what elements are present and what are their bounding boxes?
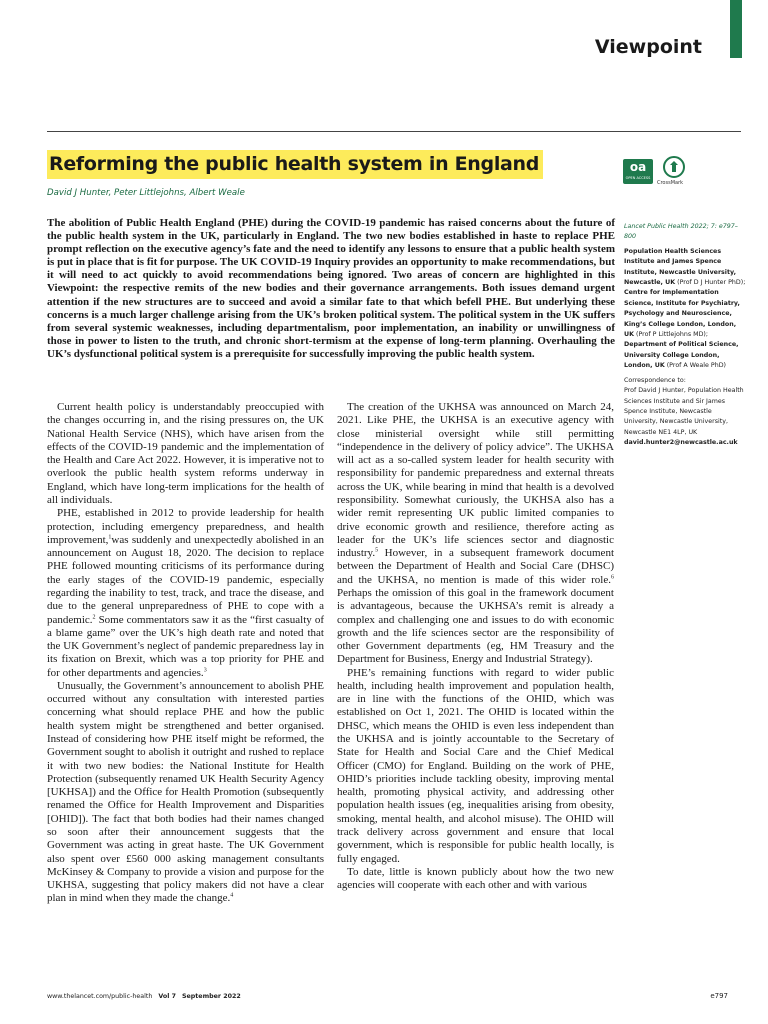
article-sidebar (624, 222, 746, 449)
crossmark-icon[interactable] (663, 156, 685, 178)
citation[interactable]: Lancet Public Health 2022; 7: e797–800 (624, 223, 738, 241)
body-paragraph: PHE, established in 2012 to provide leadership for health protection, including emergency preparedness, and health improvement,$^1$was suddenly and unexpectedly abolished in an announcement on August 18, 2020. The decision to replace PHE followed mounting criticisms of its performance during the early stages of the COVID-19 pandemic, especially regarding the inability to test, track, and trace the disease, and due to the general unpreparedness of PHE to cope with a pandemic.$^2$ Some commentators saw it as the “first casualty of a blame game” over the UK’s high death rate and noted that the UK Government’s neglect of pandemic preparedness lay in its fixation on Brexit, which was a top priority for PHE and for other departments and agencies.$^3$ (47, 507, 324, 679)
reference-link[interactable]: 4 (230, 892, 234, 899)
reference-link[interactable]: 1 (108, 534, 112, 541)
body-column-right (337, 401, 614, 892)
footer-url[interactable]: www.thelancet.com/public-health (47, 993, 153, 1000)
body-paragraph: The creation of the UKHSA was announced on March 24, 2021. Like PHE, the UKHSA is an executive agency with close ministerial oversight while still permitting “independence in the delivery of policy advice”. The UKHSA will act as a so-called system leader for health security with responsibility for pandemic preparedness and external threats across the UK, while bearing in mind that health is a devolved responsibility. Somewhat curiously, the UKHSA also has a wider remit representing UK public limited companies to drive economic growth and resilience, therefore acting as leader for the UK’s life sciences sector and diagnostic industry.$^5$ However, in a subsequent framework document between the Department of Health and Social Care (DHSC) and the UKHSA, no mention is made of this wider role.$^6$ Perhaps the omission of this goal in the framework document is advantageous, because the UKHSA’s remit is already a complex and challenging one and issues to do with economic growth and the life sciences sector are the responsibility of other Government departments (eg, HM Treasury and the Department for Business, Energy and Industrial Strategy). (337, 401, 614, 666)
body-column-left (47, 401, 324, 906)
abstract: The abolition of Public Health England (PHE) during the COVID-19 pandemic has raised concerns about the future of the public health system in the UK, particularly in England. The two new bodies established in haste to replace PHE prompt reflection on the executive agency’s fate and the need to identify any lessons to ensure that a public health system is put in place that is fit for purpose. The UK COVID-19 Inquiry provides an opportunity to make recommendations, but it will need to act quickly to avoid recommendations being ignored. Two areas of concern are highlighted in this Viewpoint: the respective remits of the new bodies and their governance arrangements. Both issues demand urgent attention if the new structures are to succeed and avoid a similar fate to that which befell PHE. But underlying these concerns is a much larger challenge arising from the UK’s broken political system. The political system in the UK suffers from several systemic weaknesses, including departmentalism, poor implementation, an inability or unwillingness of those in power to listen to the truth, and chronic short-termism at the expense of long-term planning. Overhauling the UK’s dysfunctional political system is a prerequisite for successfully improving the public health system. (47, 217, 615, 360)
page-number: e797 (710, 992, 728, 1000)
logo-group (623, 156, 693, 194)
footer-date: September 2022 (181, 993, 241, 1000)
body-paragraph: PHE’s remaining functions with regard to wider public health, including health improvement and population health, are in line with the functions of the OHID, which was established on Oct 1, 2021. The OHID is located within the DHSC, which means the OHID is even less independent than the UKHSA and is jointly accountable to the Secretary of State for Health and Social Care and the Chief Medical Officer (CMO) for England. Building on the work of PHE, OHID’s priorities include tackling obesity, improving mental health, promoting physical activity, and addressing other population health issues (eg, inequalities arising from obesity, smoking, mental health, and alcohol misuse). The OHID will track delivery across government and ensure that local government, which is responsible for public health locally, is fully engaged. (337, 666, 614, 865)
open-access-sublabel: OPEN ACCESS (625, 176, 651, 180)
footer-volume: Vol 7 (158, 993, 176, 1000)
article-authors[interactable]: David J Hunter, Peter Littlejohns, Albert Weale (47, 188, 245, 198)
reference-link[interactable]: 6 (611, 574, 614, 580)
crossmark-label: CrossMark (657, 180, 684, 186)
reference-link[interactable]: 3 (203, 666, 207, 673)
top-divider (47, 131, 741, 132)
reference-link[interactable]: 5 (375, 547, 379, 554)
open-access-icon (623, 159, 653, 184)
reference-link[interactable]: 2 (92, 613, 96, 620)
footer-journal-info (47, 993, 241, 1000)
affiliations: Population Health Sciences Institute and James Spence Institute, Newcastle University, Newcastle, UK (Prof D J Hunter PhD); Centre for Implementation Science, Institute for Psychiatry, Psychology and Neuroscience, King’s College London, London, UK (Prof P Littlejohns MD); Department of Political Science, University College London, London, UK (Prof A Weale PhD) (624, 247, 746, 370)
article-title: Reforming the public health system in England (47, 150, 543, 179)
correspondence-email[interactable]: david.hunter2@newcastle.ac.uk (624, 439, 738, 447)
correspondence-label: Correspondence to: (624, 376, 686, 384)
section-color-bar (730, 0, 742, 58)
body-paragraph: To date, little is known publicly about how the two new agencies will cooperate with each other and with various (337, 865, 614, 892)
body-paragraph: Unusually, the Government’s announcement to abolish PHE occurred without any consultation with interested parties concerning what should replace PHE and how the public health system might be strengthened and better organised. Instead of considering how PHE itself might be reformed, the Government sought to abolish it outright and rushed to replace it with two new bodies: the National Institute for Health Protection (subsequently renamed UK Health Security Agency [UKHSA]) and the Office for Health Promotion (subsequently renamed the Office for Health Improvement and Disparities [OHID]). The fact that both bodies had their names changed so soon after their announcement suggests that the Government was acting in great haste. The UK Government also spent over £560 000 asking management consultants McKinsey & Company to provide a vision and purpose for the UKHSA, suggesting that policy makers did not have a clear plan in mind when they made the change.$^4$ (47, 679, 324, 905)
correspondence-address: Prof David J Hunter, Population Health Sciences Institute and Sir James Spence Institute, Newcastle University, Newcastle University, Newcastle NE1 4LP, UK (624, 387, 744, 436)
open-access-label: oa (629, 160, 647, 174)
body-paragraph: Current health policy is understandably preoccupied with the changes occurring in, and the rising pressures on, the UK National Health Service (NHS), which have arisen from the effects of the COVID-19 pandemic and the implementation of the Health and Care Act 2022. However, it is imperative not to overlook the public health system reforms underway in England, which have long-term implications for the health of all individuals. (47, 401, 324, 506)
section-label: Viewpoint (594, 36, 702, 58)
